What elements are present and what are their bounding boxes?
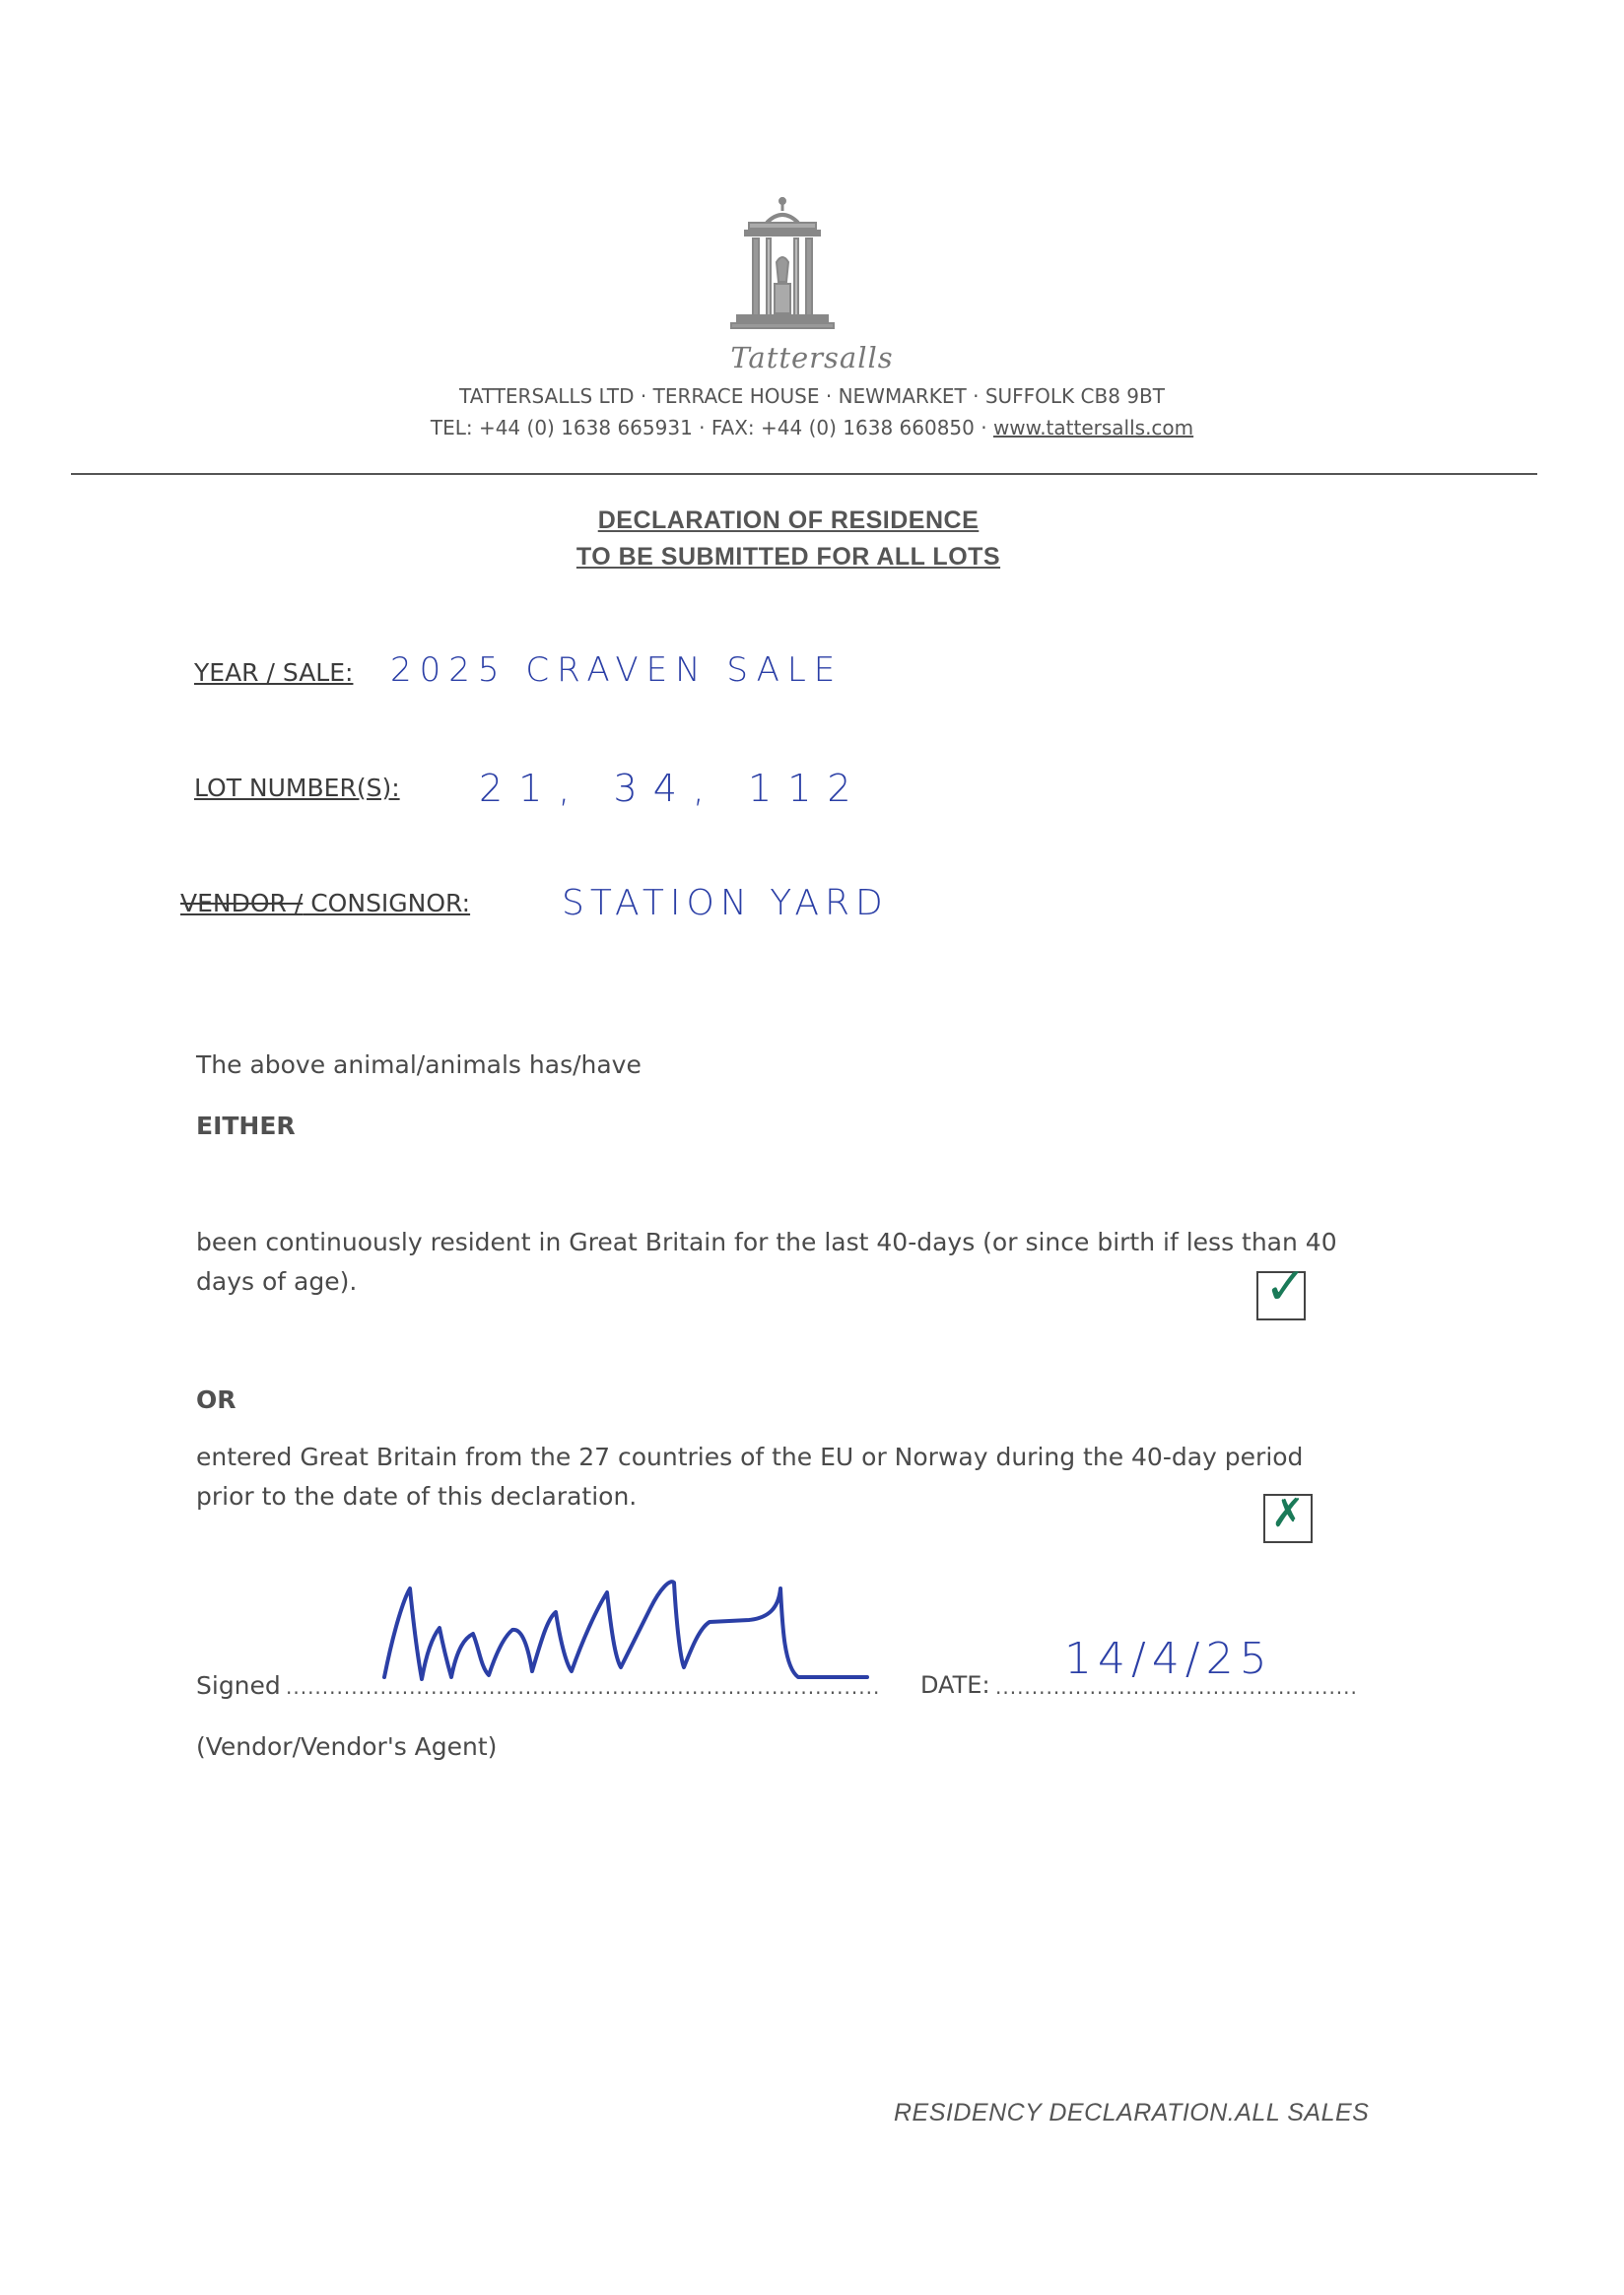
- option1-checkbox[interactable]: [1256, 1257, 1308, 1320]
- consignor-value[interactable]: STATION YARD: [562, 883, 889, 923]
- consignor-label: [180, 889, 470, 917]
- year-sale-value[interactable]: 2025 CRAVEN SALE: [390, 650, 844, 690]
- signature-dots: ..................................................................................: [286, 1675, 881, 1699]
- option1-line1: been continuously resident in Great Britain for the last 40-days (or since birth if less than 40: [196, 1228, 1337, 1256]
- brand-name: Tattersalls: [730, 341, 894, 374]
- consignor-label-text: CONSIGNOR:: [303, 889, 471, 917]
- tattersalls-logo-icon: [723, 193, 842, 341]
- option1-line2: days of age).: [196, 1267, 358, 1296]
- signed-label: Signed: [196, 1671, 281, 1700]
- contact-numbers: TEL: +44 (0) 1638 665931 · FAX: +44 (0) 1638 660850 ·: [430, 416, 993, 439]
- lot-numbers-label: LOT NUMBER(S):: [194, 774, 400, 802]
- company-address: TATTERSALLS LTD · TERRACE HOUSE · NEWMARKET · SUFFOLK CB8 9BT: [459, 384, 1165, 408]
- document-title-line2: TO BE SUBMITTED FOR ALL LOTS: [575, 543, 1001, 571]
- date-dots: ..................................................: [995, 1675, 1358, 1699]
- document-title-line1: DECLARATION OF RESIDENCE: [597, 506, 980, 534]
- header-divider: [71, 473, 1537, 475]
- or-label: OR: [196, 1385, 237, 1414]
- footer-reference: RESIDENCY DECLARATION.ALL SALES: [894, 2099, 1370, 2126]
- date-label: DATE:: [920, 1671, 990, 1699]
- company-contact: [0, 416, 1624, 439]
- website-link[interactable]: www.tattersalls.com: [992, 416, 1194, 439]
- either-label: EITHER: [196, 1112, 296, 1140]
- date-value[interactable]: 14/4/25: [1064, 1634, 1273, 1684]
- signature-icon: [374, 1569, 887, 1697]
- year-sale-label: YEAR / SALE:: [194, 658, 354, 687]
- option2-checkbox[interactable]: [1263, 1491, 1313, 1543]
- check-icon: ✓: [1264, 1257, 1308, 1316]
- option2-line1: entered Great Britain from the 27 countries of the EU or Norway during the 40-day period: [196, 1443, 1304, 1471]
- option2-line2: prior to the date of this declaration.: [196, 1482, 638, 1511]
- vendor-struck-label: VENDOR /: [180, 889, 304, 917]
- statement-intro: The above animal/animals has/have: [196, 1050, 642, 1079]
- cross-icon: ✗: [1271, 1491, 1305, 1536]
- lot-numbers-value[interactable]: 21, 34, 112: [479, 767, 867, 810]
- signatory-role: (Vendor/Vendor's Agent): [196, 1732, 498, 1761]
